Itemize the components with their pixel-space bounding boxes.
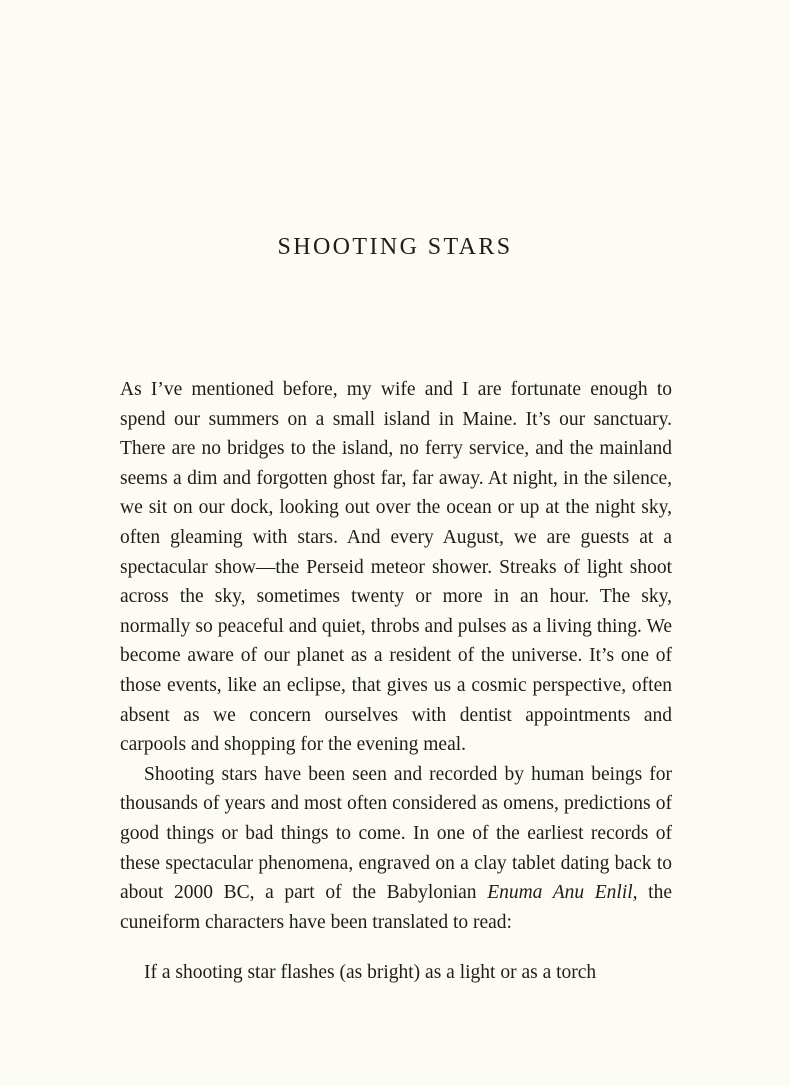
block-quote: If a shooting star flashes (as bright) as a light or as a torch xyxy=(144,962,597,984)
paragraph-history xyxy=(120,760,672,938)
book-title-italic: Enuma Anu Enlil, xyxy=(487,882,638,904)
paragraph-history-text: Shooting stars have been seen and recorded by human beings for thousands of years and most often considered as omens, predictions of good things or bad things to come. In one of the earliest records of these spectacular phenomena, engraved on a clay tablet dating back to about 2000 BC, a part of the Babylonian xyxy=(120,763,672,904)
paragraph-history-text-end: the cuneiform characters have been translated to read: xyxy=(120,882,672,933)
chapter-title: SHOOTING STARS xyxy=(277,234,513,260)
body-text xyxy=(120,375,672,988)
paragraph-intro: As I’ve mentioned before, my wife and I are fortunate enough to spend our summers on a small island in Maine. It’s our sanctuary. There are no bridges to the island, no ferry service, and the mainland seems a dim and forgotten ghost far, far away. At night, in the silence, we sit on our dock, looking out over the ocean or up at the night sky, often gleaming with stars. And every August, we are guests at a spectacular show—the Perseid meteor shower. Streaks of light shoot across the sky, sometimes twenty or more in an hour. The sky, normally so peaceful and quiet, throbs and pulses as a living thing. We become aware of our planet as a resident of the universe. It’s one of those events, like an eclipse, that gives us a cosmic perspective, often absent as we concern ourselves with dentist appointments and carpools and shopping for the evening meal. xyxy=(120,379,672,756)
